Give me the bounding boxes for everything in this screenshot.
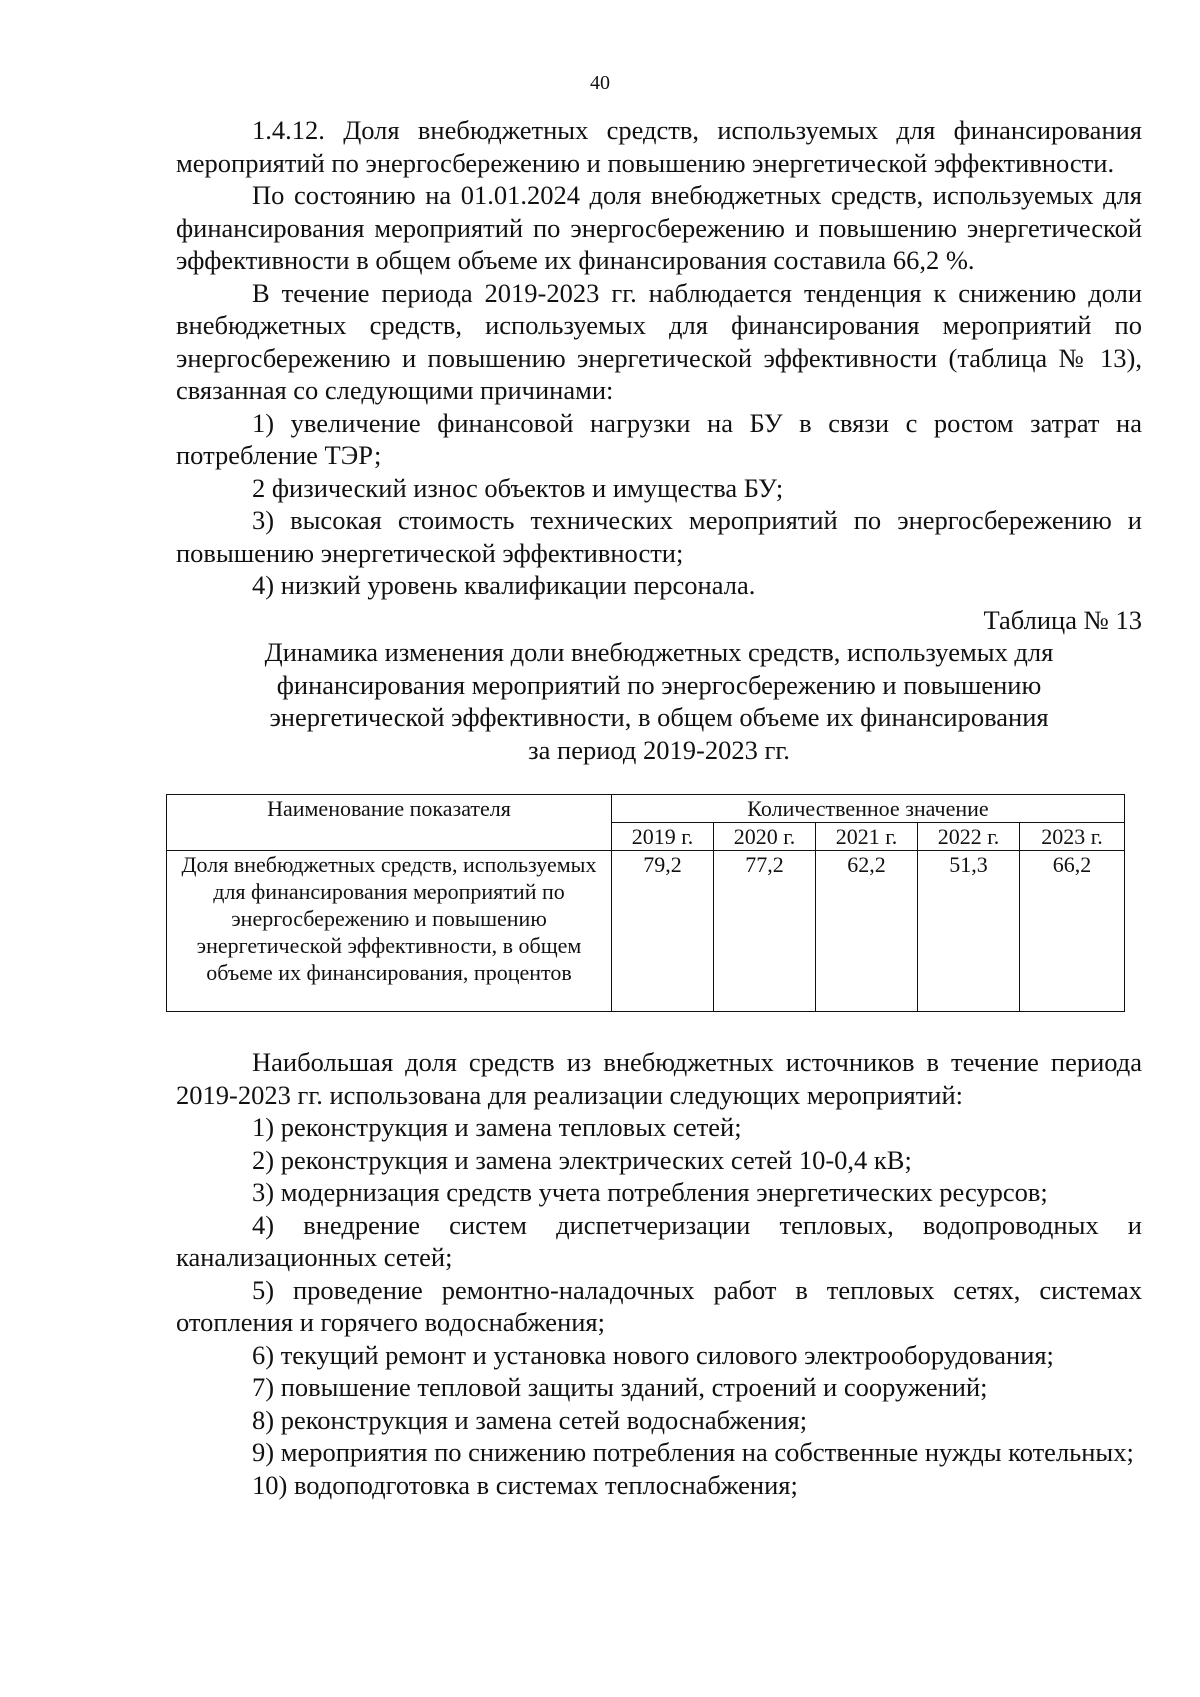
reason-item: 3) высокая стоимость технических мероприятий по энергосбережению и повышению энергетической эффективности; <box>176 505 1142 568</box>
measure-item: 9) мероприятия по снижению потребления на собственные нужды котельных; <box>252 1437 1134 1467</box>
header-year: 2019 г. <box>612 823 714 851</box>
paragraph-trend: В течение периода 2019-2023 гг. наблюдается тенденция к снижению доли внебюджетных средств, используемых для финансирования мероприятий по энергосбережению и повышению энергетической эффективности (таблица № 13), связанная со следующими причинами: <box>176 277 1142 405</box>
reason-item: 2 физический износ объектов и имущества БУ; <box>252 472 784 503</box>
paragraph-status: По состоянию на 01.01.2024 доля внебюджетных средств, используемых для финансирования мероприятий по энергосбережению и повышению энергетической эффективности в общем объеме их финансирования составила 66,2 %. <box>176 180 1142 275</box>
table-label: Таблица № 13 <box>983 604 1142 635</box>
measure-item: 6) текущий ремонт и установка нового силового электрооборудования; <box>252 1339 1054 1370</box>
value-cell: 62,2 <box>816 851 918 1012</box>
header-year: 2021 г. <box>816 823 918 851</box>
header-year: 2020 г. <box>714 823 816 851</box>
header-indicator-name: Наименование показателя <box>167 795 612 851</box>
value-cell: 79,2 <box>612 851 714 1012</box>
measure-item: 7) повышение тепловой защиты зданий, строений и сооружений; <box>252 1372 988 1402</box>
table-caption-line: за период 2019-2023 гг. <box>528 734 790 765</box>
header-quantitative-value: Количественное значение <box>612 795 1125 823</box>
row-indicator-name: Доля внебюджетных средств, используемых для финансирования мероприятий по энергосбережению и повышению энергетической эффективности, в общем объеме их финансирования, процентов <box>167 851 612 1012</box>
measure-item: 10) водоподготовка в системах теплоснабжения; <box>252 1469 798 1500</box>
measure-item: 5) проведение ремонтно-наладочных работ в тепловых сетях, системах отопления и горячего водоснабжения; <box>176 1274 1142 1337</box>
reason-item: 4) низкий уровень квалификации персонала. <box>252 570 756 600</box>
measure-item: 4) внедрение систем диспетчеризации тепловых, водопроводных и канализационных сетей; <box>176 1209 1142 1272</box>
measure-item: 8) реконструкция и замена сетей водоснабжения; <box>252 1404 808 1435</box>
reason-item: 1) увеличение финансовой нагрузки на БУ в связи с ростом затрат на потребление ТЭР; <box>176 407 1142 470</box>
table-caption-line: энергетической эффективности, в общем объеме их финансирования <box>269 702 1049 732</box>
header-year: 2022 г. <box>918 823 1020 851</box>
table-caption-line: Динамика изменения доли внебюджетных средств, используемых для <box>264 637 1054 667</box>
measure-item: 1) реконструкция и замена тепловых сетей; <box>252 1112 742 1142</box>
measure-item: 2) реконструкция и замена электрических сетей 10-0,4 кВ; <box>252 1144 912 1175</box>
value-cell: 77,2 <box>714 851 816 1012</box>
header-year: 2023 г. <box>1020 823 1125 851</box>
measure-item: 3) модернизация средств учета потребления энергетических ресурсов; <box>252 1177 1048 1207</box>
document-body <box>176 114 1142 1501</box>
paragraph-measures-intro: Наибольшая доля средств из внебюджетных источников в течение периода 2019-2023 гг. использована для реализации следующих мероприятий: <box>176 1047 1142 1110</box>
table-caption-line: финансирования мероприятий по энергосбережению и повышению <box>276 669 1042 700</box>
value-cell: 51,3 <box>918 851 1020 1012</box>
page-number: 40 <box>590 72 610 94</box>
table-caption <box>176 636 1142 766</box>
table-container <box>166 794 1124 1012</box>
section-heading: 1.4.12. Доля внебюджетных средств, используемых для финансирования мероприятий по энергосбережению и повышению энергетической эффективности. <box>176 115 1142 178</box>
value-cell: 66,2 <box>1020 851 1125 1012</box>
table-row <box>167 851 1125 1012</box>
data-table <box>166 794 1125 1012</box>
